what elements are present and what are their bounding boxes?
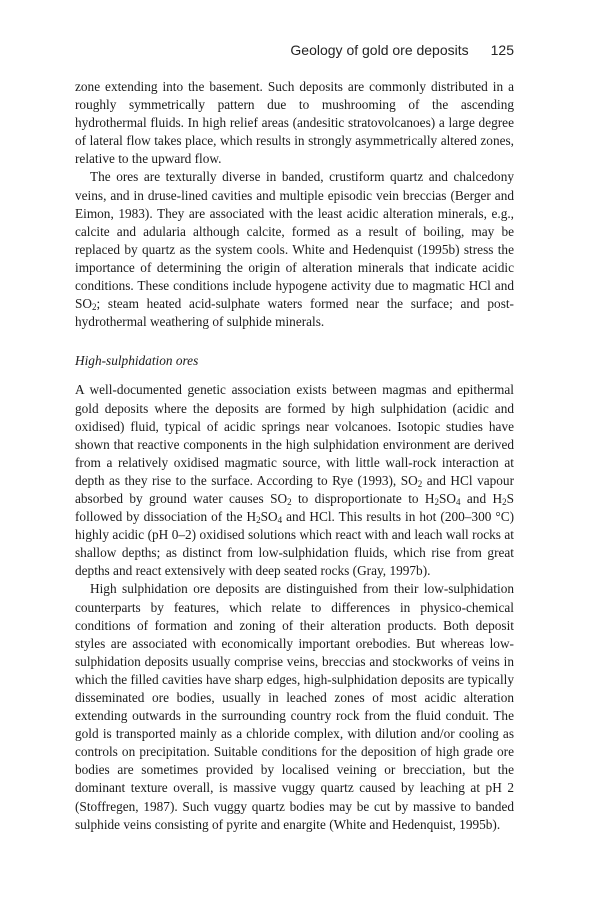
chemical-formula: $H_2SO_4$ (424, 490, 461, 507)
paragraph-1: zone extending into the basement. Such deposits are commonly distributed in a roughly symmetrically pattern due to mushrooming of the ascending hydrothermal fluids. In high relief areas (andesitic stratovolcanoes) a large degree of lateral flow takes place, which results in strongly asymmetrically altered zones, relative to the upward flow. (75, 79, 514, 167)
running-title: Geology of gold ore deposits (290, 42, 469, 58)
paragraph-3: A well-documented genetic association exists between magmas and epithermal gold deposits where the deposits are formed by high sulphidation (acidic and oxidised) fluid, typical of acidic springs near volcanoes. Isotopic studies have shown that reactive components in the high sulphidation environment are derived from a relatively oxidised magmatic source, with little wall-rock interaction at depth as they rise to the surface. According to Rye (1993), $SO_2$ and HCl vapour absorbed by ground water causes $SO_2$ to disproportionate to $H_2SO_4$ and $H_2S$ followed by dissociation of the $H_2SO_4$ and HCl. This results in hot (200–300 °C) highly acidic (pH 0–2) oxidised solutions which react with and leach wall rocks at shallow depths; as distinct from low-sulphidation fluids, which rise from great depths and react extensively with deep seated rocks (Gray, 1997b). (75, 382, 514, 579)
chemical-formula: $SO_2$ (75, 296, 97, 313)
page-number: 125 (490, 42, 514, 58)
chemical-formula: $H_2SO_4$ (246, 509, 283, 526)
paragraph-2: The ores are texturally diverse in banded, crustiform quartz and chalcedony veins, and in druse-lined cavities and multiple episodic vein breccias (Berger and Eimon, 1983). They are associated with the least acidic alteration minerals, e.g., calcite and adularia although calcite, formed as a result of boiling, may be replaced by quartz as the system cools. White and Hedenquist (1995b) stress the importance of determining the origin of alteration minerals that indicate acidic conditions. These conditions include hypogene activity due to magmatic HCl and $SO_2$; steam heated acid-sulphate waters formed near the surface; and post-hydrothermal weathering of sulphide minerals. (75, 169, 514, 330)
chemical-formula: $SO_2$ (270, 490, 292, 507)
section-heading: High-sulphidation ores (75, 353, 199, 369)
paragraph-4: High sulphidation ore deposits are distinguished from their low-sulphidation counterparts by features, which relate to differences in physico-chemical conditions of formation and zoning of their alteration products. Both deposit styles are associated with economically important orebodies. But whereas low-sulphidation deposits usually comprise veins, breccias and stockworks of veins in which the filled cavities have sharp edges, high-sulphidation deposits are typically disseminated ore bodies, usually in leached zones of most acidic alteration extending outwards in the surrounding country rock from the fluid conduit. The gold is transported mainly as a chloride complex, with dilution and/or cooling as controls on precipitation. Suitable conditions for the deposition of high grade ore bodies are sometimes provided by localised veining or brecciation, but the dominant texture overall, is massive vuggy quartz caused by leaching at pH 2 (Stoffregen, 1987). Such vuggy quartz bodies may be cut by massive to banded sulphide veins consisting of pyrite and enargite (White and Hedenquist, 1995b). (75, 581, 514, 832)
running-header (75, 42, 514, 58)
body-text (75, 78, 514, 834)
chemical-formula: $SO_2$ (400, 472, 423, 489)
chemical-formula: $H_2S$ (492, 490, 514, 507)
